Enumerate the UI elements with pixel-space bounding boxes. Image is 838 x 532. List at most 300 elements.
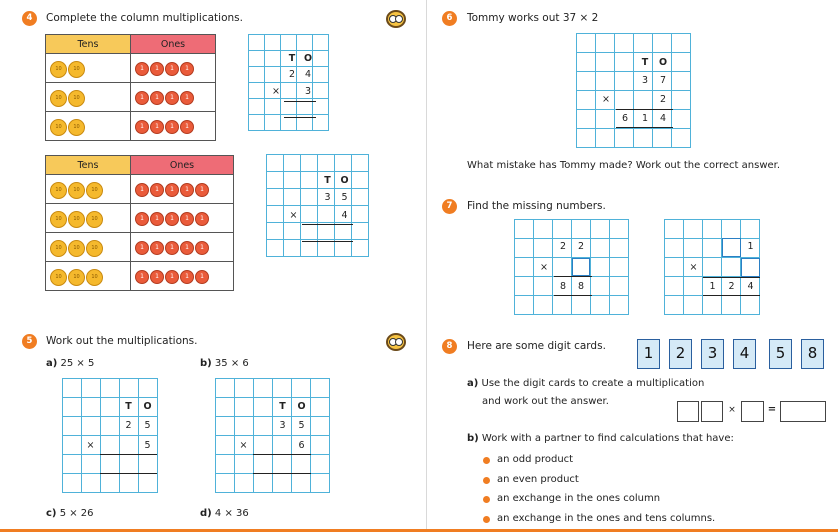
ten-counter-icon: 10 — [68, 119, 85, 136]
missing-digit-box[interactable] — [722, 238, 741, 257]
ones-cell — [131, 83, 216, 112]
grid-cell — [684, 277, 703, 296]
grid-cell — [672, 91, 691, 110]
answer-line — [284, 117, 316, 118]
one-counter-icon: 1 — [150, 241, 164, 255]
grid-cell — [553, 296, 572, 315]
grid-cell — [335, 155, 352, 172]
ten-counter-icon: 10 — [68, 269, 85, 286]
digit: 5 — [341, 192, 348, 203]
grid-cell — [653, 129, 672, 148]
multiply-sign: × — [86, 440, 95, 451]
grid-cell — [311, 436, 330, 455]
table-row — [46, 233, 234, 262]
one-counter-icon: 1 — [195, 212, 209, 226]
one-counter-icon: 1 — [135, 91, 149, 105]
grid-cell — [63, 398, 82, 417]
grid-cell — [267, 189, 284, 206]
grid-cell — [101, 398, 120, 417]
digit-card[interactable]: 4 — [733, 339, 756, 369]
one-counter-icon: 1 — [180, 120, 194, 134]
tens-cell — [46, 262, 131, 291]
grid-cell — [235, 379, 254, 398]
grid-cell — [254, 379, 273, 398]
grid-cell — [101, 379, 120, 398]
grid-cell — [672, 129, 691, 148]
part-d-expression: d) 4 × 36 — [200, 508, 249, 519]
grid-cell — [515, 296, 534, 315]
answer-line — [253, 454, 311, 455]
ones-header: Ones — [131, 35, 216, 54]
ten-counter-icon: 10 — [68, 182, 85, 199]
one-counter-icon: 1 — [180, 270, 194, 284]
digit: 2 — [125, 420, 132, 431]
grid-cell — [139, 474, 158, 493]
grid-cell — [249, 35, 265, 51]
grid-cell — [249, 51, 265, 67]
one-counter-icon: 1 — [135, 270, 149, 284]
ones-column-header: O — [297, 401, 306, 412]
grid-cell — [63, 379, 82, 398]
grid-cell — [249, 67, 265, 83]
question-7-number: 7 — [442, 199, 457, 214]
one-counter-icon: 1 — [165, 270, 179, 284]
multiply-sign: × — [272, 86, 280, 97]
grid-cell — [82, 455, 101, 474]
grid-cell — [722, 296, 741, 315]
bullet-text: an exchange in the ones and tens columns. — [497, 512, 716, 524]
question-5-number: 5 — [22, 334, 37, 349]
grid-cell — [672, 53, 691, 72]
grid-cell — [615, 72, 634, 91]
multiply-sign: × — [540, 262, 548, 273]
grid-cell — [515, 220, 534, 239]
grid-cell — [235, 398, 254, 417]
digit: 2 — [659, 94, 667, 105]
grid-cell — [254, 474, 273, 493]
tens-cell — [46, 54, 131, 83]
table-row — [46, 83, 216, 112]
grid-cell — [267, 172, 284, 189]
ones-cell — [131, 262, 234, 291]
grid-cell — [292, 474, 311, 493]
ten-counter-icon: 10 — [86, 211, 103, 228]
multiplication-grid-5b[interactable] — [215, 378, 330, 493]
owl-icon — [386, 333, 406, 351]
grid-cell — [634, 34, 653, 53]
ones-cell — [131, 233, 234, 262]
grid-cell — [216, 398, 235, 417]
answer-line — [302, 224, 353, 225]
answer-line — [100, 454, 157, 455]
equals-sign: = — [767, 404, 777, 415]
grid-cell — [216, 417, 235, 436]
tens-header: Tens — [46, 35, 131, 54]
one-counter-icon: 1 — [150, 270, 164, 284]
question-4-number: 4 — [22, 11, 37, 26]
answer-box[interactable] — [701, 401, 723, 422]
ten-counter-icon: 10 — [86, 240, 103, 257]
grid-cell — [284, 189, 301, 206]
digit: 1 — [709, 281, 716, 292]
table-row — [46, 175, 234, 204]
grid-cell — [273, 474, 292, 493]
multiply-sign: × — [689, 262, 698, 273]
answer-box[interactable] — [677, 401, 699, 422]
digit: 5 — [144, 440, 151, 451]
grid-cell — [311, 379, 330, 398]
grid-cell — [318, 240, 335, 257]
grid-cell — [577, 53, 596, 72]
multiplication-grid-5a[interactable] — [62, 378, 158, 493]
grid-cell — [577, 34, 596, 53]
grid-cell — [265, 99, 281, 115]
grid-cell — [672, 34, 691, 53]
grid-cell — [741, 220, 760, 239]
ones-column-header: O — [303, 53, 313, 64]
ones-column-header: O — [340, 175, 349, 186]
grid-cell — [352, 206, 369, 223]
tens-cell — [46, 233, 131, 262]
grid-cell — [82, 417, 101, 436]
grid-cell — [265, 115, 281, 131]
digit: 6 — [298, 440, 305, 451]
ten-counter-icon: 10 — [50, 90, 67, 107]
answer-line — [703, 295, 760, 296]
tens-cell — [46, 112, 131, 141]
grid-cell — [352, 172, 369, 189]
grid-cell — [577, 110, 596, 129]
digit: 3 — [279, 420, 286, 431]
answer-box[interactable] — [780, 401, 826, 422]
grid-cell — [553, 220, 572, 239]
grid-cell — [63, 455, 82, 474]
grid-cell — [265, 67, 281, 83]
ones-cell — [131, 112, 216, 141]
missing-digit-box[interactable] — [572, 258, 590, 276]
one-counter-icon: 1 — [135, 212, 149, 226]
part-b-text: b) Work with a partner to find calculations that have: — [467, 433, 734, 444]
grid-cell — [665, 277, 684, 296]
grid-cell — [596, 129, 615, 148]
digit-card[interactable]: 2 — [669, 339, 692, 369]
grid-cell — [572, 296, 591, 315]
grid-cell — [596, 34, 615, 53]
ten-counter-icon: 10 — [68, 90, 85, 107]
grid-cell — [297, 35, 313, 51]
digit-card[interactable]: 3 — [701, 339, 724, 369]
answer-line — [703, 277, 760, 278]
grid-cell — [216, 455, 235, 474]
answer-box[interactable] — [741, 401, 764, 422]
multiply-sign: × — [289, 210, 298, 221]
question-8-number: 8 — [442, 339, 457, 354]
question-6-text: Tommy works out 37 × 2 — [467, 12, 599, 24]
bullet-icon — [483, 477, 490, 484]
grid-cell — [273, 455, 292, 474]
digit: 6 — [621, 113, 629, 124]
grid-cell — [634, 91, 653, 110]
grid-cell — [591, 296, 610, 315]
grid-cell — [267, 206, 284, 223]
grid-cell — [63, 474, 82, 493]
grid-cell — [311, 417, 330, 436]
grid-cell — [722, 220, 741, 239]
tens-cell — [46, 175, 131, 204]
grid-cell — [139, 379, 158, 398]
digit-card[interactable]: 8 — [801, 339, 824, 369]
grid-cell — [318, 223, 335, 240]
one-counter-icon: 1 — [135, 241, 149, 255]
ones-cell — [131, 204, 234, 233]
answer-line — [100, 473, 157, 474]
grid-cell — [591, 239, 610, 258]
answer-line — [554, 295, 592, 296]
grid-cell — [515, 258, 534, 277]
grid-cell — [249, 99, 265, 115]
answer-line — [554, 276, 592, 277]
grid-cell — [235, 455, 254, 474]
one-counter-icon: 1 — [165, 120, 179, 134]
grid-cell — [653, 34, 672, 53]
digit: 5 — [144, 420, 151, 431]
one-counter-icon: 1 — [195, 270, 209, 284]
grid-cell — [352, 240, 369, 257]
digit: 1 — [747, 241, 754, 252]
grid-cell — [684, 296, 703, 315]
grid-cell — [722, 258, 741, 277]
grid-cell — [515, 239, 534, 258]
grid-cell — [610, 296, 629, 315]
ones-cell — [131, 175, 234, 204]
grid-cell — [267, 155, 284, 172]
digit: 8 — [577, 281, 585, 292]
grid-cell — [284, 172, 301, 189]
table-row — [46, 204, 234, 233]
digit: 2 — [728, 281, 735, 292]
ten-counter-icon: 10 — [50, 61, 67, 78]
grid-cell — [120, 379, 139, 398]
grid-cell — [672, 72, 691, 91]
ones-header: Ones — [131, 156, 234, 175]
table-row — [46, 112, 216, 141]
multiplication-grid-6 — [576, 33, 691, 148]
grid-cell — [577, 91, 596, 110]
table-row — [46, 54, 216, 83]
grid-cell — [352, 155, 369, 172]
grid-cell — [534, 277, 553, 296]
place-value-table-2 — [45, 155, 234, 291]
question-5-text: Work out the multiplications. — [46, 335, 198, 347]
grid-cell — [318, 206, 335, 223]
grid-cell — [265, 35, 281, 51]
missing-digit-box[interactable] — [741, 258, 760, 277]
grid-cell — [120, 455, 139, 474]
grid-cell — [634, 129, 653, 148]
grid-cell — [267, 240, 284, 257]
grid-cell — [703, 296, 722, 315]
one-counter-icon: 1 — [150, 91, 164, 105]
grid-cell — [572, 220, 591, 239]
digit: 2 — [288, 69, 296, 80]
grid-cell — [577, 129, 596, 148]
grid-cell — [318, 155, 335, 172]
grid-cell — [216, 436, 235, 455]
one-counter-icon: 1 — [180, 183, 194, 197]
one-counter-icon: 1 — [195, 241, 209, 255]
one-counter-icon: 1 — [150, 120, 164, 134]
grid-cell — [596, 110, 615, 129]
ten-counter-icon: 10 — [50, 269, 67, 286]
grid-cell — [216, 379, 235, 398]
ten-counter-icon: 10 — [86, 269, 103, 286]
grid-cell — [249, 115, 265, 131]
grid-cell — [703, 220, 722, 239]
digit: 3 — [304, 86, 312, 97]
one-counter-icon: 1 — [135, 62, 149, 76]
bullet-icon — [483, 496, 490, 503]
grid-cell — [273, 436, 292, 455]
grid-cell — [284, 155, 301, 172]
grid-cell — [301, 206, 318, 223]
grid-cell — [267, 223, 284, 240]
grid-cell — [352, 223, 369, 240]
owl-icon — [386, 10, 406, 28]
grid-cell — [120, 474, 139, 493]
answer-line — [616, 109, 673, 110]
grid-cell — [101, 455, 120, 474]
grid-cell — [596, 72, 615, 91]
grid-cell — [665, 220, 684, 239]
one-counter-icon: 1 — [150, 183, 164, 197]
one-counter-icon: 1 — [150, 212, 164, 226]
grid-cell — [249, 83, 265, 99]
ten-counter-icon: 10 — [50, 119, 67, 136]
ten-counter-icon: 10 — [86, 182, 103, 199]
grid-cell — [577, 72, 596, 91]
digit: 3 — [324, 192, 331, 203]
part-c-expression: c) 5 × 26 — [46, 508, 94, 519]
part-a-expression: a) 25 × 5 — [46, 358, 95, 369]
grid-cell — [273, 379, 292, 398]
grid-cell — [235, 474, 254, 493]
digit-card[interactable]: 5 — [769, 339, 792, 369]
bullet-icon — [483, 516, 490, 523]
grid-cell — [610, 239, 629, 258]
grid-cell — [703, 258, 722, 277]
grid-cell — [352, 189, 369, 206]
digit: 4 — [747, 281, 754, 292]
digit: 2 — [559, 241, 567, 252]
one-counter-icon: 1 — [165, 241, 179, 255]
grid-cell — [120, 436, 139, 455]
digit: 3 — [641, 75, 649, 86]
grid-cell — [82, 379, 101, 398]
grid-cell — [82, 398, 101, 417]
grid-cell — [335, 223, 352, 240]
ones-column-header: O — [658, 57, 668, 68]
tens-header: Tens — [46, 156, 131, 175]
grid-cell — [703, 239, 722, 258]
question-6-number: 6 — [442, 11, 457, 26]
question-6-prompt: What mistake has Tommy made? Work out the correct answer. — [467, 160, 781, 171]
one-counter-icon: 1 — [165, 212, 179, 226]
one-counter-icon: 1 — [150, 62, 164, 76]
one-counter-icon: 1 — [165, 91, 179, 105]
tens-cell — [46, 204, 131, 233]
tens-column-header: T — [641, 57, 649, 68]
one-counter-icon: 1 — [135, 183, 149, 197]
bullet-icon — [483, 457, 490, 464]
digit-card[interactable]: 1 — [637, 339, 660, 369]
grid-cell — [281, 35, 297, 51]
grid-cell — [684, 239, 703, 258]
grid-cell — [265, 51, 281, 67]
grid-cell — [292, 379, 311, 398]
grid-cell — [591, 277, 610, 296]
answer-line — [253, 473, 311, 474]
grid-cell — [235, 417, 254, 436]
grid-cell — [534, 239, 553, 258]
grid-cell — [615, 34, 634, 53]
one-counter-icon: 1 — [195, 183, 209, 197]
one-counter-icon: 1 — [180, 241, 194, 255]
one-counter-icon: 1 — [135, 120, 149, 134]
grid-cell — [216, 474, 235, 493]
grid-cell — [254, 436, 273, 455]
grid-cell — [301, 223, 318, 240]
part-b-expression: b) 35 × 6 — [200, 358, 249, 369]
ten-counter-icon: 10 — [68, 61, 85, 78]
table-row — [46, 262, 234, 291]
grid-cell — [553, 258, 572, 277]
grid-cell — [610, 258, 629, 277]
place-value-table-1 — [45, 34, 216, 141]
grid-cell — [615, 53, 634, 72]
grid-cell — [591, 258, 610, 277]
grid-cell — [335, 240, 352, 257]
column-divider — [426, 0, 427, 532]
grid-cell — [672, 110, 691, 129]
ten-counter-icon: 10 — [50, 182, 67, 199]
tens-column-header: T — [125, 401, 132, 412]
answer-line — [616, 127, 673, 128]
ten-counter-icon: 10 — [68, 240, 85, 257]
grid-cell — [301, 240, 318, 257]
grid-cell — [610, 220, 629, 239]
question-8-text: Here are some digit cards. — [467, 340, 606, 352]
one-counter-icon: 1 — [165, 183, 179, 197]
grid-cell — [101, 474, 120, 493]
grid-cell — [596, 53, 615, 72]
one-counter-icon: 1 — [180, 62, 194, 76]
grid-cell — [665, 239, 684, 258]
grid-cell — [665, 296, 684, 315]
part-a-text: a) Use the digit cards to create a multiplication — [467, 378, 705, 389]
tens-cell — [46, 83, 131, 112]
grid-cell — [292, 455, 311, 474]
grid-cell — [741, 296, 760, 315]
multiply-sign: × — [602, 94, 610, 105]
grid-cell — [139, 455, 158, 474]
ones-column-header: O — [143, 401, 152, 412]
digit: 8 — [559, 281, 567, 292]
question-4-text: Complete the column multiplications. — [46, 12, 243, 24]
digit: 5 — [298, 420, 305, 431]
grid-cell — [284, 223, 301, 240]
one-counter-icon: 1 — [180, 212, 194, 226]
tens-column-header: T — [324, 175, 331, 186]
